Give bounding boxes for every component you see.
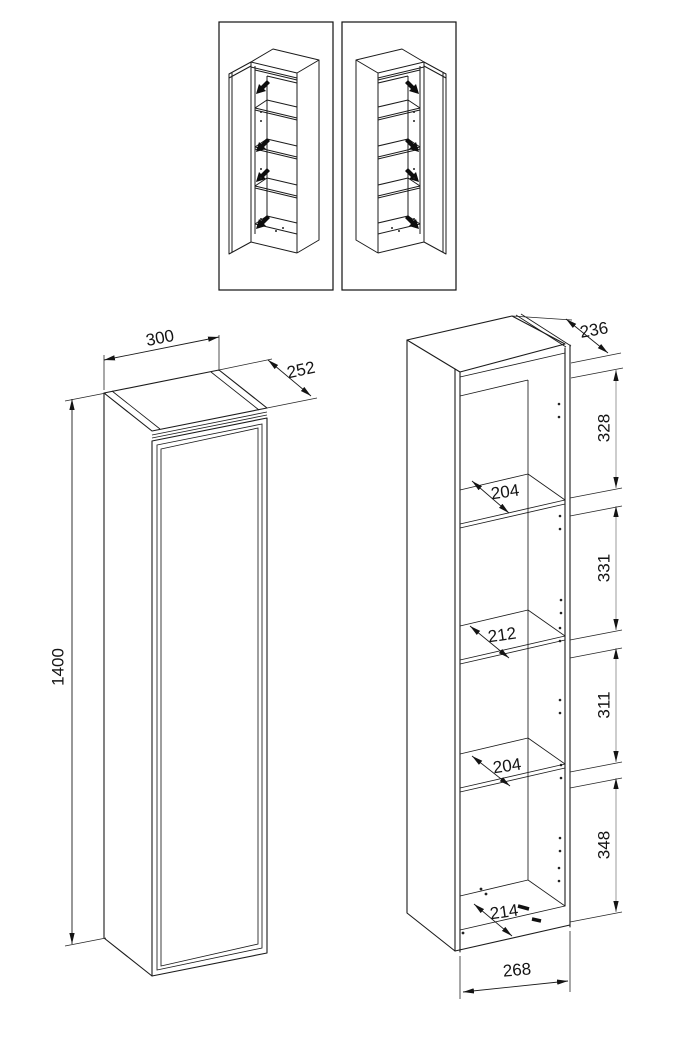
dim-shelf-widths [470, 481, 522, 936]
dim-compartment-1-label: 328 [594, 413, 614, 443]
dim-open-bottom-width [460, 931, 570, 999]
closed-cabinet-view [49, 326, 318, 976]
dim-bottom-shelf-width-label: 214 [488, 900, 520, 924]
dim-closed-width [104, 326, 219, 390]
open-cabinet-view [407, 314, 623, 999]
dim-closed-height-label: 1400 [48, 648, 68, 686]
dim-open-top-depth-label: 236 [578, 318, 610, 342]
thumbnail-cabinet-door-right [356, 49, 446, 254]
dim-compartment-chain [570, 368, 623, 922]
dim-compartment-4-label: 348 [594, 830, 614, 860]
thumbnail-cabinet-door-left [229, 49, 319, 254]
dim-closed-depth-label: 252 [285, 357, 317, 383]
dim-shelf-2-width-label: 212 [486, 623, 518, 647]
shelf-pin-holes [558, 403, 563, 883]
dim-open-bottom-width-label: 268 [502, 959, 532, 981]
dim-shelf-3-width-label: 204 [491, 754, 523, 778]
closed-cabinet-body [104, 370, 267, 976]
dim-closed-width-label: 300 [144, 325, 176, 351]
dim-compartment-2-label: 331 [594, 553, 614, 583]
dim-compartment-3-label: 311 [594, 691, 614, 719]
dim-shelf-1-width-label: 204 [489, 480, 521, 504]
thumbnail-panel [219, 22, 456, 290]
dim-closed-height [49, 393, 107, 946]
dim-closed-depth [219, 358, 317, 408]
